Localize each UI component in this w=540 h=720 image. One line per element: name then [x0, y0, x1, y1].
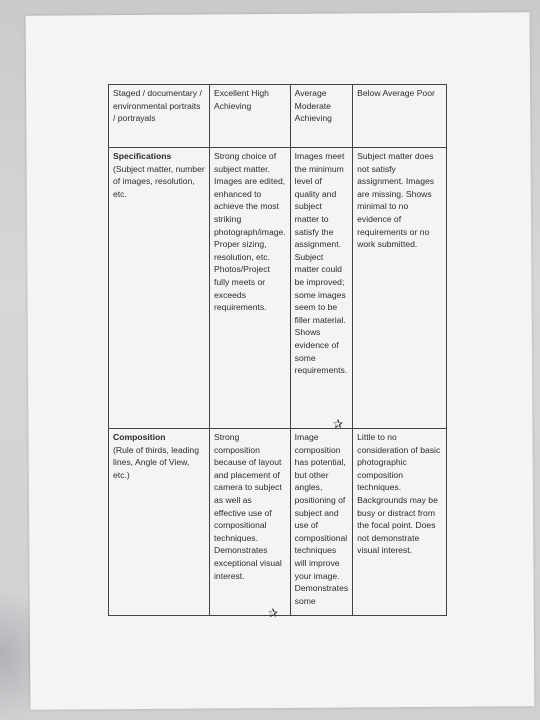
header-average — [290, 85, 352, 148]
cell-excellent — [210, 148, 291, 429]
cell-average — [290, 429, 352, 616]
cell-excellent — [210, 429, 291, 616]
header-category-text: Staged / documentary / environmental portraits / portrayals — [113, 88, 202, 124]
header-below-text: Below Average Poor — [357, 88, 435, 98]
header-excellent-text: Excellent High Achieving — [214, 88, 269, 111]
cell-below-text: Little to no consideration of basic photographic composition techniques. Backgrounds may be busy or distract from the focal point. Does not demonstrate visual interest. — [357, 432, 441, 556]
cell-average — [290, 148, 352, 429]
criterion-subtitle: (Subject matter, number of images, resolution, etc. — [113, 163, 205, 199]
star-mark-icon: ✰ — [333, 417, 344, 431]
table-row-specifications — [109, 148, 447, 429]
table-row-composition — [109, 429, 447, 616]
criterion-title: Specifications — [113, 151, 172, 161]
criterion-specifications — [109, 148, 210, 429]
cell-average-text: Images meet the minimum level of quality and subject matter to satisfy the assignment. Subject matter could be improved; some images seem to be filler material. Shows evidence of some requirements. — [294, 151, 348, 376]
cell-below-text: Subject matter does not satisfy assignment. Images are missing. Shows minimal to no evidence of requirements or no work submitted. — [357, 151, 435, 250]
header-category — [109, 85, 210, 148]
cell-below — [353, 148, 447, 429]
cell-excellent-text: Strong choice of subject matter. Images are edited, enhanced to achieve the most striking photograph/image. Proper sizing, resolution, etc. Photos/Project fully meets or exceeds requirements. — [214, 151, 286, 313]
criterion-subtitle: (Rule of thirds, leading lines, Angle of View, etc.) — [113, 444, 199, 480]
rubric-table — [108, 84, 447, 616]
criterion-title: Composition — [113, 432, 166, 442]
header-below — [353, 85, 447, 148]
header-excellent — [210, 85, 291, 148]
star-mark-icon: ✰ — [268, 606, 279, 620]
cell-excellent-text: Strong composition because of layout and placement of camera to subject as well as effective use of compositional techniques. Demonstrates exceptional visual interest. — [214, 432, 282, 581]
header-average-text: Average Moderate Achieving — [294, 88, 332, 124]
criterion-composition — [109, 429, 210, 616]
cell-below — [353, 429, 447, 616]
table-header-row — [109, 85, 447, 148]
cell-average-text: Image composition has potential, but other angles, positioning of subject and use of compositional techniques will improve your image. Demonstrates some — [294, 432, 349, 606]
